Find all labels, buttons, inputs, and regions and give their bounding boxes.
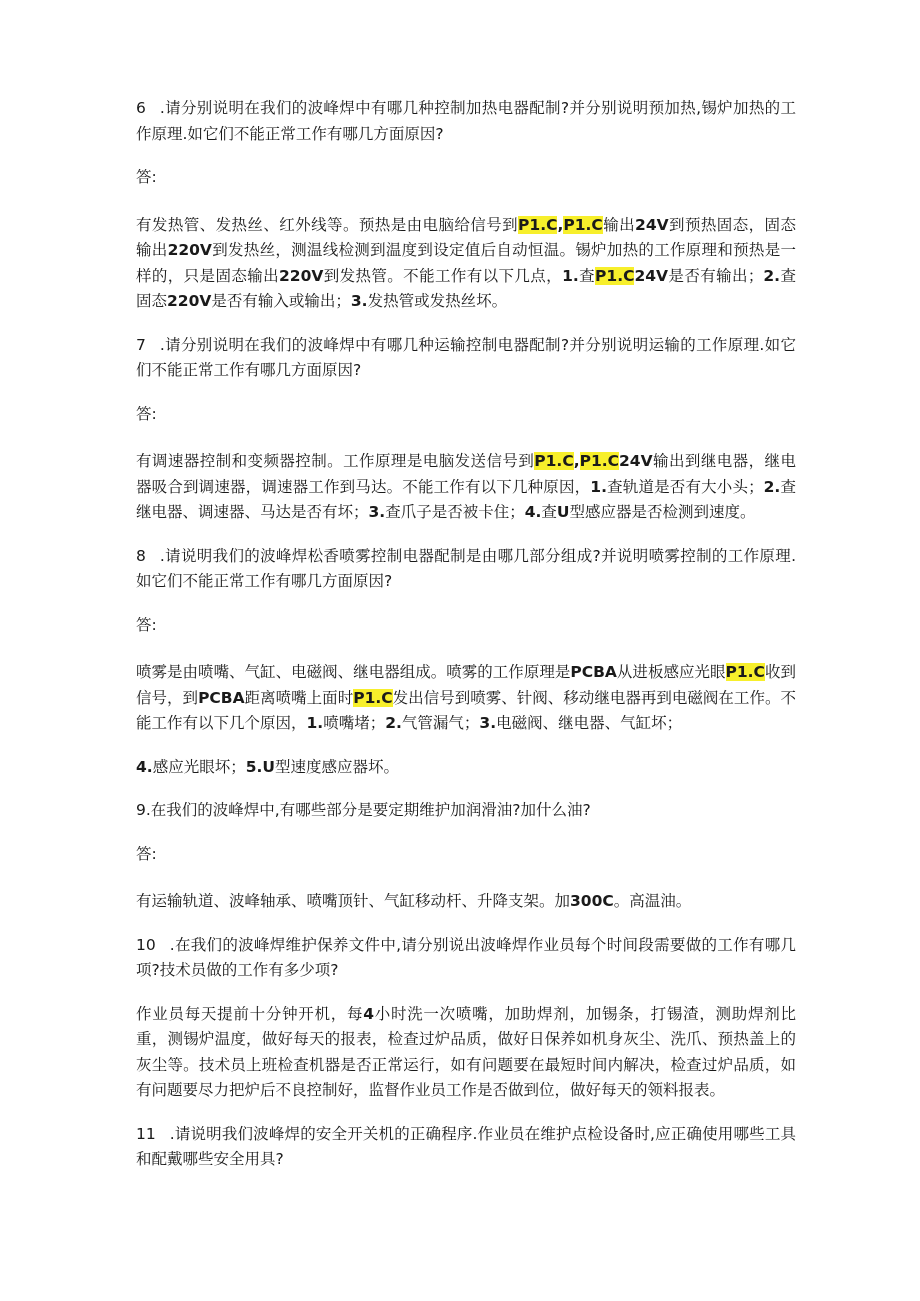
question-11 xyxy=(136,1122,796,1173)
answer-10: 作业员每天提前十分钟开机，每4小时洗一次喷嘴，加助焊剂，加锡条，打锡渣，测助焊剂比重，测锡炉温度，做好每天的报表，检查过炉品质，做好日保养如机身灰尘、洗爪、预热盖上的灰尘等。技术员上班检查机器是否正常运行，如有问题要在最短时间内解决，检查过炉品质，如有问题要尽力把炉后不良控制好，监督作业员工作是否做到位，做好每天的领料报表。 xyxy=(136,1004,796,1099)
question-number: 10 xyxy=(136,935,156,954)
highlight-plc: P1.C xyxy=(725,663,765,681)
question-number: 7 xyxy=(136,335,146,354)
answer-9: 有运输轨道、波峰轴承、喷嘴顶针、气缸移动杆、升降支架。加300C。高温油。 xyxy=(136,892,692,910)
question-number: 11 xyxy=(136,1124,156,1143)
answer-label: 答: xyxy=(136,615,157,634)
question-text: .请分别说明在我们的波峰焊中有哪几种控制加热电器配制?并分别说明预加热,锡炉加热的工作原理.如它们不能正常工作有哪几方面原因? xyxy=(136,99,796,143)
question-text: .请说明我们波峰焊的安全开关机的正确程序.作业员在维护点检设备时,应正确使用哪些工具和配戴哪些安全用具? xyxy=(136,1124,796,1168)
question-10 xyxy=(136,933,796,984)
question-7 xyxy=(136,333,796,384)
question-number: 8 xyxy=(136,546,146,565)
highlight-plc: P1.C xyxy=(518,215,558,234)
question-6 xyxy=(136,96,796,147)
answer-7: 有调速器控制和变频器控制。工作原理是电脑发送信号到P1.C,P1.C24V输出到继电器，继电器吸合到调速器，调速器工作到马达。不能工作有以下几种原因，1.查轨道是否有大小头；2.查继电器、调速器、马达是否有坏；3.查爪子是否被卡住；4.查U型感应器是否检测到速度。 xyxy=(136,452,796,521)
question-9: 9.在我们的波峰焊中,有哪些部分是要定期维护加润滑油?加什么油? xyxy=(136,801,591,819)
document-page xyxy=(136,96,796,1191)
answer-label: 答: xyxy=(136,404,157,423)
question-text: .请分别说明在我们的波峰焊中有哪几种运输控制电器配制?并分别说明运输的工作原理.如它们不能正常工作有哪几方面原因? xyxy=(136,335,796,379)
answer-label: 答: xyxy=(136,168,157,186)
highlight-plc: P1.C xyxy=(534,452,574,470)
question-text: .请说明我们的波峰焊松香喷雾控制电器配制是由哪几部分组成?并说明喷雾控制的工作原理.如它们不能正常工作有哪几方面原因? xyxy=(136,546,796,590)
highlight-plc: P1.C xyxy=(353,688,393,707)
answer-8-continued: 4.感应光眼坏；5.U型速度感应器坏。 xyxy=(136,757,399,776)
answer-6: 有发热管、发热丝、红外线等。预热是由电脑给信号到P1.C,P1.C输出24V到预热固态，固态输出220V到发热丝，测温线检测到温度到设定值后自动恒温。锡炉加热的工作原理和预热是一样的，只是固态输出220V到发热管。不能工作有以下几点，1.查P1.C24V是否有输出；2.查固态220V是否有输入或输出；3.发热管或发热丝坏。 xyxy=(136,215,796,310)
answer-label: 答: xyxy=(136,844,157,863)
answer-8: 喷雾是由喷嘴、气缸、电磁阀、继电器组成。喷雾的工作原理是PCBA从进板感应光眼P1.C收到信号，到PCBA距离喷嘴上面时P1.C发出信号到喷雾、针阀、移动继电器再到电磁阀在工作。不能工作有以下几个原因，1.喷嘴堵；2.气管漏气；3.电磁阀、继电器、气缸坏； xyxy=(136,663,796,732)
question-text: .在我们的波峰焊维护保养文件中,请分别说出波峰焊作业员每个时间段需要做的工作有哪几项?技术员做的工作有多少项? xyxy=(136,935,796,979)
highlight-plc: P1.C xyxy=(579,452,620,470)
highlight-plc: P1.C xyxy=(563,215,603,234)
highlight-plc: P1.C xyxy=(595,266,635,285)
question-8 xyxy=(136,544,796,595)
question-number: 6 xyxy=(136,99,146,117)
